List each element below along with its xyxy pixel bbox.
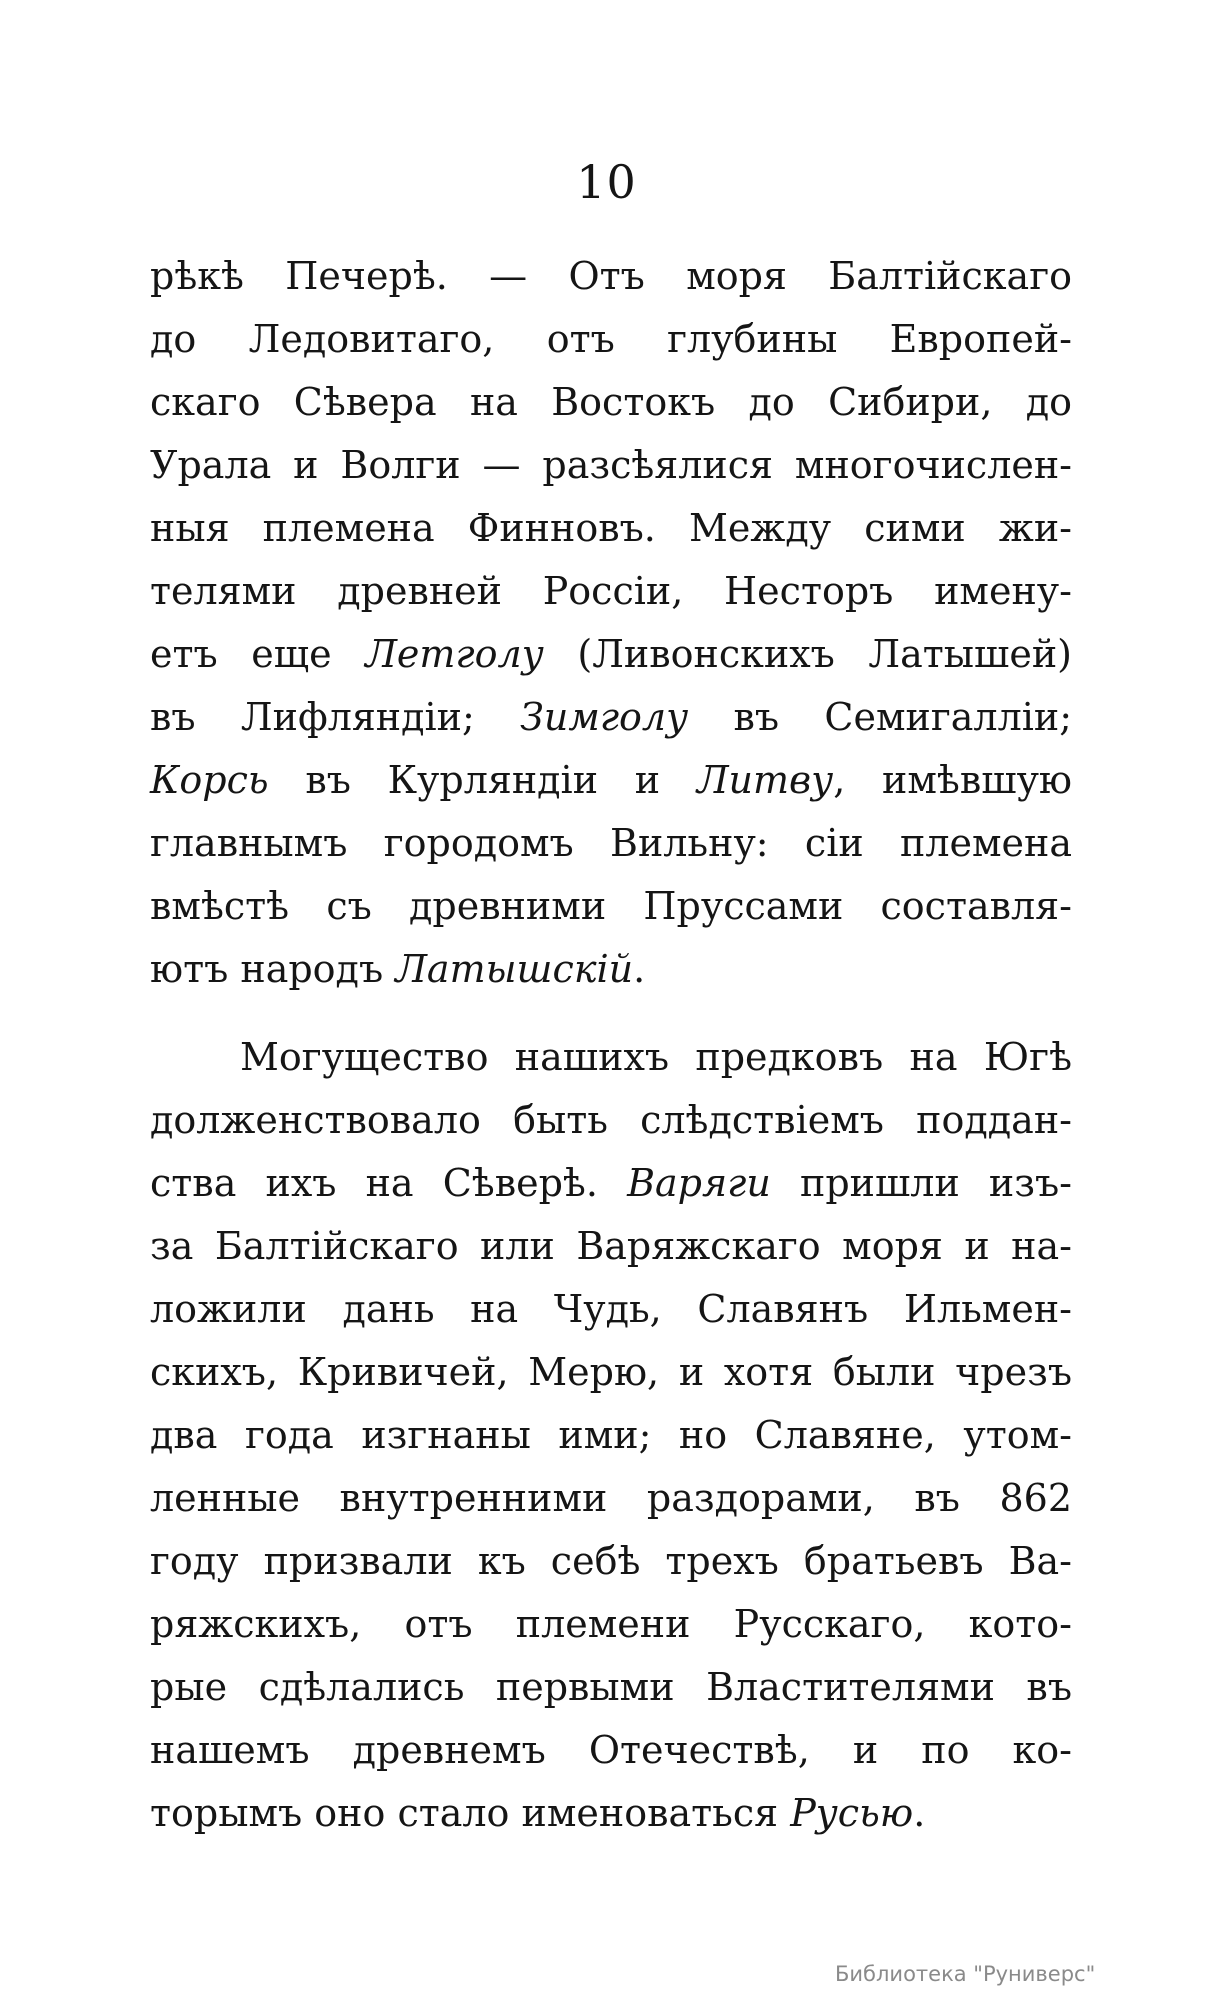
text-line — [150, 1719, 1072, 1782]
text-line — [150, 686, 1072, 749]
text-line — [150, 371, 1072, 434]
text-line — [150, 1467, 1072, 1530]
paragraph-1 — [150, 245, 1072, 1001]
text-line — [150, 1089, 1072, 1152]
text-segment: пришли изъ- — [770, 1161, 1072, 1205]
text-line — [150, 623, 1072, 686]
text-line — [150, 1215, 1072, 1278]
text-line — [150, 560, 1072, 623]
text-segment: главнымъ городомъ Вильну: сіи племена — [150, 821, 1072, 865]
text-line — [150, 1026, 1072, 1089]
text-line — [150, 497, 1072, 560]
text-segment: нашемъ древнемъ Отечествѣ, и по ко- — [150, 1728, 1072, 1772]
text-line — [150, 1404, 1072, 1467]
text-line — [150, 749, 1072, 812]
text-segment: въ Лифляндіи; — [150, 695, 521, 739]
text-segment: ства ихъ на Сѣверѣ. — [150, 1161, 628, 1205]
italic-text-segment: Летголу — [365, 632, 544, 676]
text-line — [150, 1593, 1072, 1656]
library-watermark: Библиотека "Руниверс" — [835, 1962, 1096, 1986]
text-segment: до Ледовитаго, отъ глубины Европей- — [150, 317, 1072, 361]
text-line — [150, 245, 1072, 308]
text-line — [150, 1656, 1072, 1719]
text-segment: етъ еще — [150, 632, 366, 676]
text-segment: рѣкѣ Печерѣ. — Отъ моря Балтійскаго — [150, 254, 1072, 298]
text-line — [150, 938, 1072, 1001]
text-line — [150, 1278, 1072, 1341]
text-segment: вмѣстѣ съ древними Пруссами составля- — [150, 884, 1072, 928]
text-segment: Урала и Волги — разсѣялися многочислен- — [150, 443, 1072, 487]
text-segment: торымъ оно стало именоваться — [150, 1791, 791, 1835]
text-segment: скаго Сѣвера на Востокъ до Сибири, до — [150, 380, 1072, 424]
italic-text-segment: Зимголу — [520, 695, 689, 739]
text-segment: ныя племена Финновъ. Между сими жи- — [150, 506, 1072, 550]
text-line — [150, 812, 1072, 875]
text-segment: два года изгнаны ими; но Славяне, утом- — [150, 1413, 1072, 1457]
text-segment: Могущество нашихъ предковъ на Югѣ — [240, 1035, 1072, 1079]
paragraph-2 — [150, 1026, 1072, 1845]
text-segment: , имѣвшую — [833, 758, 1073, 802]
text-line — [150, 1341, 1072, 1404]
text-segment: рые сдѣлались первыми Властителями въ — [150, 1665, 1072, 1709]
italic-text-segment: Литву — [696, 758, 834, 802]
italic-text-segment: Русью — [790, 1791, 914, 1835]
page-number: 10 — [576, 155, 637, 209]
text-line — [150, 875, 1072, 938]
text-segment: году призвали къ себѣ трехъ братьевъ Ва- — [150, 1539, 1072, 1583]
text-segment: . — [633, 947, 646, 991]
text-segment: ленные внутренними раздорами, въ 862 — [150, 1476, 1072, 1520]
text-segment: ложили дань на Чудь, Славянъ Ильмен- — [150, 1287, 1072, 1331]
text-segment: долженствовало быть слѣдствіемъ поддан- — [150, 1098, 1072, 1142]
text-line — [150, 1782, 1072, 1845]
text-segment: . — [913, 1791, 926, 1835]
text-line — [150, 308, 1072, 371]
italic-text-segment: Латышскій — [395, 947, 634, 991]
text-segment: въ Семигалліи; — [688, 695, 1072, 739]
text-segment: ютъ народъ — [150, 947, 396, 991]
text-line — [150, 1152, 1072, 1215]
text-segment: скихъ, Кривичей, Мерю, и хотя были чрезъ — [150, 1350, 1072, 1394]
text-segment: телями древней Россіи, Несторъ имену- — [150, 569, 1072, 613]
text-line — [150, 1530, 1072, 1593]
text-segment: въ Курляндіи и — [268, 758, 697, 802]
italic-text-segment: Корсь — [150, 758, 269, 802]
text-line — [150, 434, 1072, 497]
italic-text-segment: Варяги — [627, 1161, 771, 1205]
text-segment: за Балтійскаго или Варяжскаго моря и на- — [150, 1224, 1072, 1268]
text-segment: ряжскихъ, отъ племени Русскаго, кото- — [150, 1602, 1072, 1646]
text-segment: (Ливонскихъ Латышей) — [543, 632, 1072, 676]
